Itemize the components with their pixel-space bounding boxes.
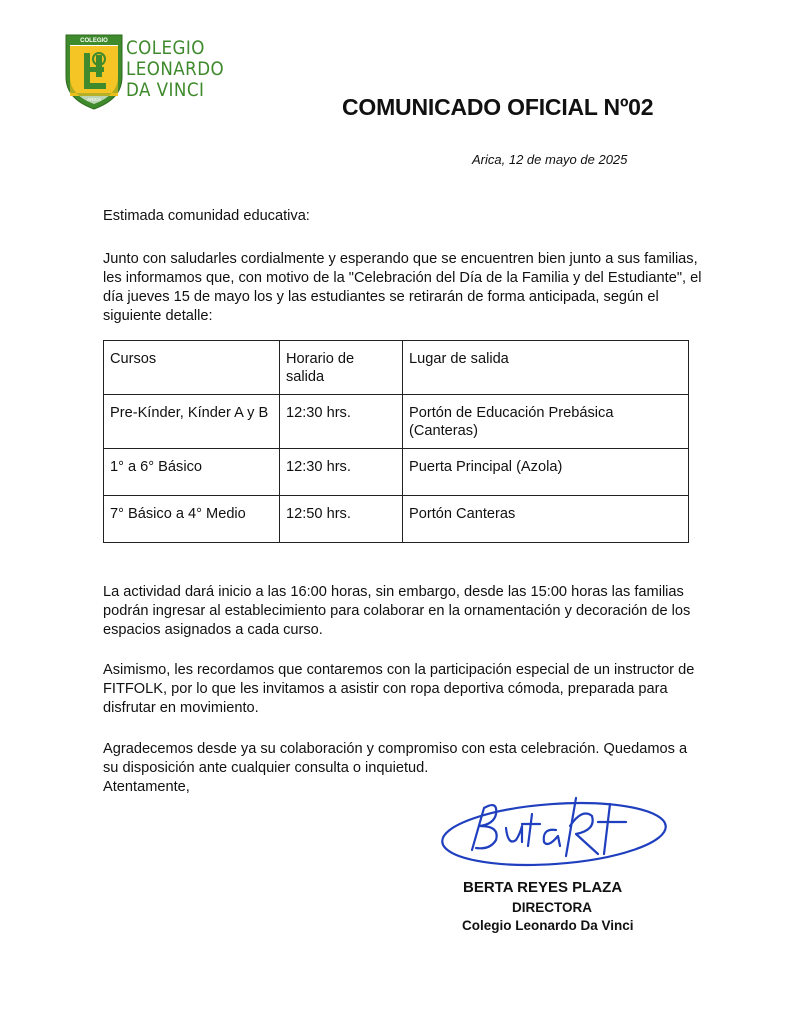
school-name-line: DA VINCI (126, 79, 205, 101)
table-header-cell: Horario de salida (280, 341, 403, 395)
school-name-line: COLEGIO (126, 37, 205, 59)
table-cell: Portón de Educación Prebásica (Canteras) (403, 395, 689, 449)
table-row (104, 395, 689, 449)
table-cell: 12:50 hrs. (280, 496, 403, 543)
table-header-cell: Cursos (104, 341, 280, 395)
document-title: COMUNICADO OFICIAL Nº02 (342, 94, 654, 120)
crest-top-text: COLEGIO (80, 38, 108, 44)
table-cell: 1° a 6° Básico (104, 449, 280, 496)
document-date: Arica, 12 de mayo de 2025 (472, 152, 628, 167)
table-header-cell: Lugar de salida (403, 341, 689, 395)
greeting: Estimada comunidad educativa: (103, 208, 310, 224)
table-header-row (104, 341, 689, 395)
table-cell: 12:30 hrs. (280, 395, 403, 449)
table-cell: 7° Básico a 4° Medio (104, 496, 280, 543)
table-cell: Puerta Principal (Azola) (403, 449, 689, 496)
closing: Atentamente, (103, 779, 190, 795)
table-cell: Portón Canteras (403, 496, 689, 543)
table-row (104, 449, 689, 496)
school-logo (64, 33, 244, 111)
signer-name: BERTA REYES PLAZA (463, 879, 623, 896)
table-cell: 12:30 hrs. (280, 449, 403, 496)
intro-paragraph: Junto con saludarles cordialmente y esperando que se encuentren bien junto a sus familias, les informamos que, con motivo de la "Celebración del Día de la Familia y del Estudiante", el día jueves 15 de mayo los y las estudiantes se retirarán de forma anticipada, según el siguiente detalle: (103, 251, 702, 324)
school-name-line: LEONARDO (126, 58, 225, 80)
signature-image (436, 790, 676, 880)
crest-bottom-text: ARICA (87, 97, 101, 102)
instructor-paragraph: Asimismo, les recordamos que contaremos con la participación especial de un instructor de FITFOLK, por lo que les invitamos a asistir con ropa deportiva cómoda, preparada para disfrutar en movimiento. (103, 662, 695, 716)
schedule-table (103, 340, 689, 543)
table-row (104, 496, 689, 543)
signer-role: DIRECTORA (512, 900, 593, 915)
school-name (126, 38, 224, 101)
table-cell: Pre-Kínder, Kínder A y B (104, 395, 280, 449)
thanks-paragraph: Agradecemos desde ya su colaboración y compromiso con esta celebración. Quedamos a su disposición ante cualquier consulta o inquietud. (103, 741, 688, 776)
school-crest-icon (64, 33, 124, 111)
activity-paragraph: La actividad dará inicio a las 16:00 horas, sin embargo, desde las 15:00 horas las familias podrán ingresar al establecimiento para colaborar en la ornamentación y decoración de los espacios asignados a cada curso. (103, 584, 691, 638)
signer-organization: Colegio Leonardo Da Vinci (462, 918, 634, 933)
